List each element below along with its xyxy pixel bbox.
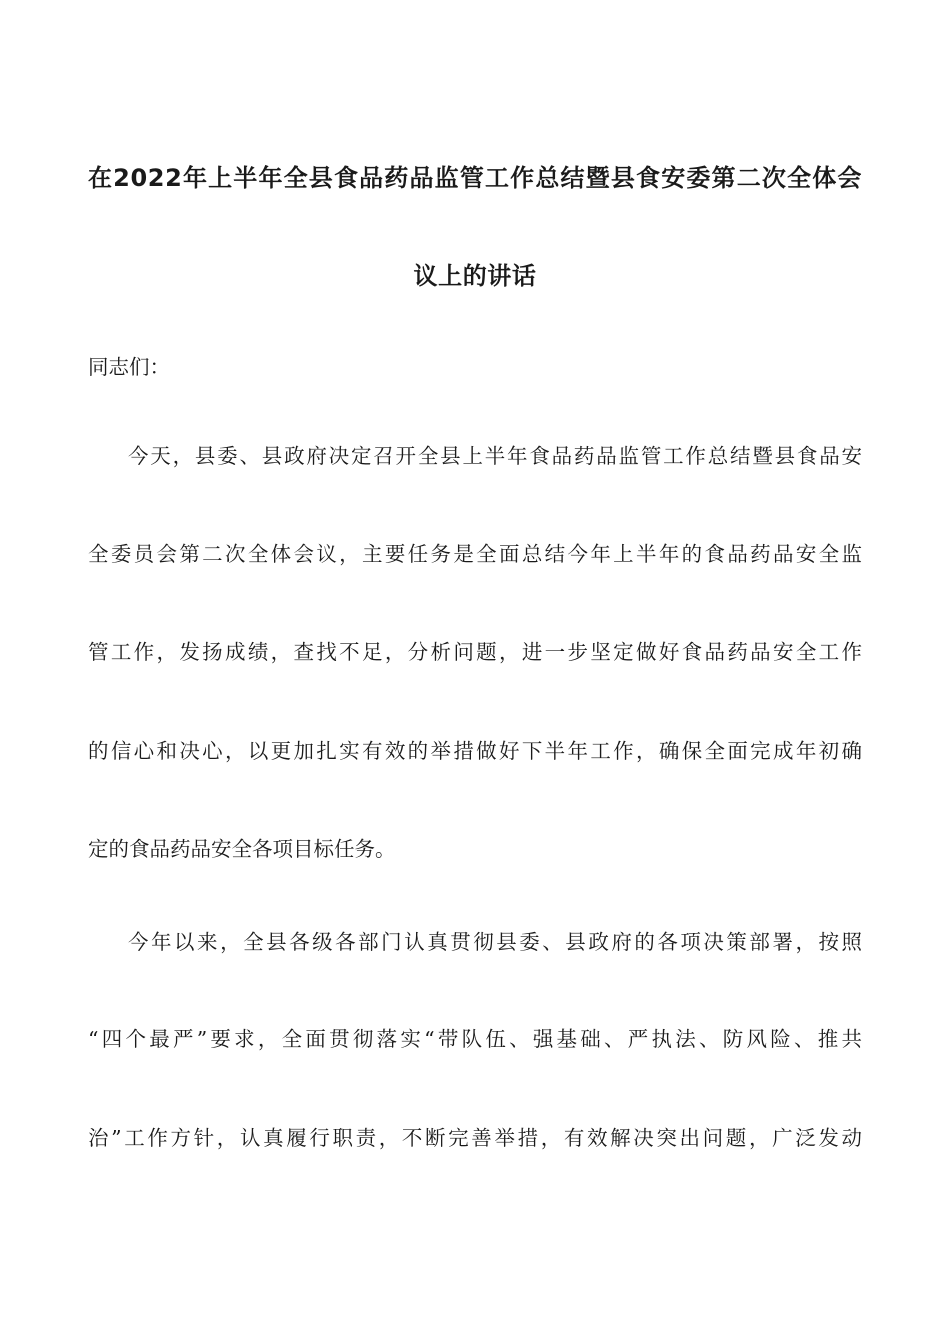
paragraph-1-line-5: 定的食品药品安全各项目标任务。 bbox=[88, 837, 396, 861]
document-title-line-1: 在2022年上半年全县食品药品监管工作总结暨县食安委第二次全体会 bbox=[88, 164, 862, 192]
paragraph-1-line-3: 管工作，发扬成绩，查找不足，分析问题，进一步坚定做好食品药品安全工作 bbox=[88, 640, 862, 664]
paragraph-1-line-1: 今天，县委、县政府决定召开全县上半年食品药品监管工作总结暨县食品安 bbox=[128, 444, 862, 468]
paragraph-2-line-2: “四个最严”要求，全面贯彻落实“带队伍、强基础、严执法、防风险、推共 bbox=[88, 1027, 862, 1051]
paragraph-2-line-1: 今年以来，全县各级各部门认真贯彻县委、县政府的各项决策部署，按照 bbox=[128, 930, 862, 954]
document-title-line-2: 议上的讲话 bbox=[413, 262, 537, 290]
paragraph-2-line-3: 治”工作方针，认真履行职责，不断完善举措，有效解决突出问题，广泛发动 bbox=[88, 1126, 862, 1150]
salutation: 同志们： bbox=[88, 355, 170, 379]
paragraph-1-line-2: 全委员会第二次全体会议，主要任务是全面总结今年上半年的食品药品安全监 bbox=[88, 542, 862, 566]
paragraph-1-line-4: 的信心和决心，以更加扎实有效的举措做好下半年工作，确保全面完成年初确 bbox=[88, 739, 862, 763]
